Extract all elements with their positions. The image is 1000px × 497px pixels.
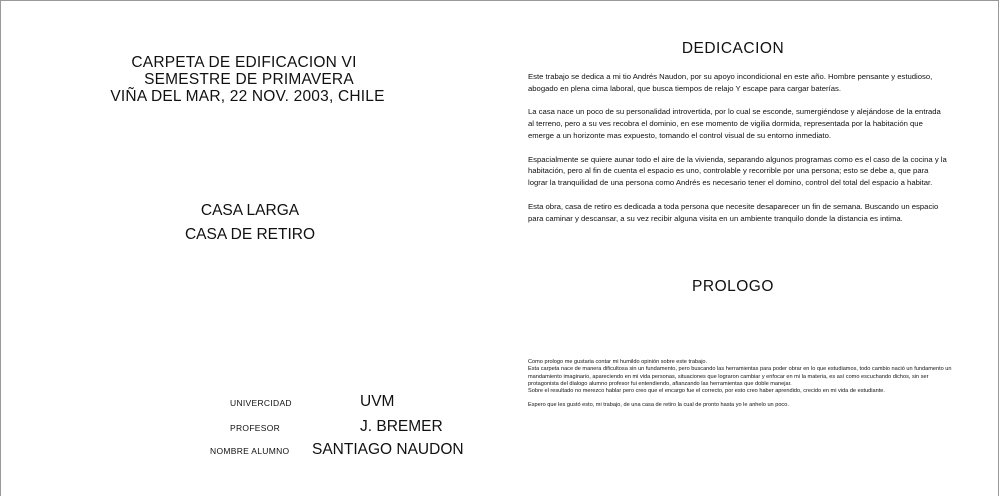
professor-label: PROFESOR — [230, 423, 281, 433]
prologue-title: PROLOGO — [692, 278, 774, 295]
dedication-paragraph: Este trabajo se dedica a mi tio Andrés Naudon, por su apoyo incondicional en este año. Hombre pensante y estudioso, abogado en plena cima laboral, que busca tiempos de relajo Y escape para cargar baterías. — [528, 72, 933, 93]
semester-line: SEMESTRE DE PRIMAVERA — [144, 71, 354, 88]
prologue-paragraph: Como prologo me gustaria contar mi humildo opinión sobre este trabajo. Esta carpeta nace de manera dificultosa sin un fundamento, pero buscando las herramientas para poder obrar en lo que estudiamos, todo cambio nació un fundamento un mandamiento imaginario, apareciendo en mi vida personas, situaciones que lograron cambiar y enfocar en mi la materia, es así como escuchando dichos, sin ser protagonista del dialogo alumno profesor fui entendiendo, afianzando las herramientas que doble manejar. Sobre el resultado no merezco hablar pero creo que el encargo fue el correcto, por esto creo haber aprendido, crecido en mi vida de estudiante. — [528, 359, 952, 395]
university-value: UVM — [360, 393, 395, 410]
course-title: CARPETA DE EDIFICACION VI — [131, 54, 357, 71]
professor-value: J. BREMER — [360, 418, 443, 435]
work-title-main: CASA LARGA — [200, 202, 300, 219]
dedication-body — [528, 71, 948, 236]
student-value: SANTIAGO NAUDON — [312, 441, 464, 458]
dedication-paragraph: Espacialmente se quiere aunar todo el aire de la vivienda, separando algunos programas como es el caso de la cocina y la habitación, pero al fin de cuenta el espacio es uno, controlable y recorrible por una persona; esto se debe a, que para lograr la tranquilidad de una persona como Andrés es necesario tener el domino, control del total del espacio a habitar. — [528, 154, 947, 188]
prologue-body — [528, 359, 953, 417]
student-label: NOMBRE ALUMNO — [210, 446, 290, 456]
work-title-sub: CASA DE RETIRO — [184, 226, 316, 243]
dedication-paragraph: La casa nace un poco de su personalidad introvertida, por lo cual se esconde, sumergiéndose y alejándose de la entrada al terreno, pero a su ves recobra el dominio, en ese momento de vigilia dormida, representada por la habitación que emerge a un horizonte mas expuesto, tomando el control visual de su entorno inmediato. — [528, 107, 941, 140]
prologue-paragraph: Espero que les gustó esto, mi trabajo, de una casa de retiro la cual de pronto hasta yo le anhelo un poco. — [528, 402, 789, 409]
place-date-line: VIÑA DEL MAR, 22 NOV. 2003, CHILE — [110, 88, 385, 105]
work-title — [150, 199, 350, 247]
dedication-title: DEDICACION — [681, 40, 785, 57]
university-label: UNIVERCIDAD — [230, 398, 292, 408]
dedication-paragraph: Esta obra, casa de retiro es dedicada a toda persona que necesite desaparecer un fin de semana. Buscando un espacio para caminar y descansar, a su vez recibir alguna visita en un ambiente tranquilo donde la distancia es intima. — [528, 201, 939, 223]
cover-header — [90, 54, 420, 105]
